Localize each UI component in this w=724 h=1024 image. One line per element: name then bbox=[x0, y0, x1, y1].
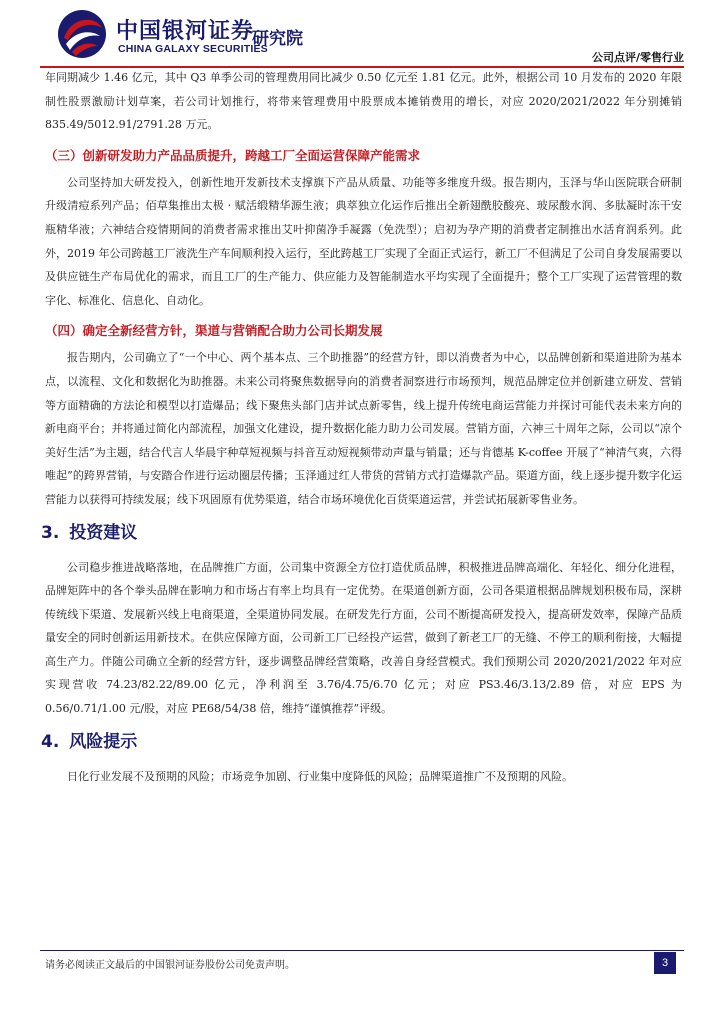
report-type-label: 公司点评/零售行业 bbox=[591, 51, 684, 64]
paragraph-investment: 公司稳步推进战略落地，在品牌推广方面，公司集中资源全方位打造优质品牌，积极推进品牌高端化、年轻化、细分化进程，品牌矩阵中的各个拳头品牌在影响力和市场占有率上均具有一定优势。在渠道创新方面，公司各渠道根据品牌规划积极布局，深耕传统线下渠道、发展新兴线上电商渠道，全渠道协同发展。在研发先行方面，公司不断提高研发投入，提高研发效率，保障产品质量安全的同时创新运用新技术。在供应保障方面，公司新工厂已经投产运营，做到了新老工厂的无缝、不停工的顺利衔接，大幅提高生产力。伴随公司确立全新的经营方针，逐步调整品牌经营策略，改善自身经营模式。我们预期公司 2020/2021/2022 年对应实现营收 74.23/82.22/89.00 亿元，净利润至 3.76/4.75/6.70 亿元；对应 PS3.46/3.13/2.89 倍，对应 EPS 为 0.56/0.71/1.00 元/股，对应 PE68/54/38 倍，维持“谨慎推荐”评级。 bbox=[45, 560, 682, 716]
paragraph-risk: 日化行业发展不及预期的风险；市场竞争加剧、行业集中度降低的风险；品牌渠道推广不及预期的风险。 bbox=[67, 769, 573, 783]
footer-divider bbox=[40, 950, 684, 951]
footer-disclaimer: 请务必阅读正文最后的中国银河证券股份公司免责声明。 bbox=[45, 960, 295, 971]
section-title-investment bbox=[41, 520, 682, 546]
section-title-risk bbox=[41, 729, 682, 755]
page-header bbox=[0, 0, 724, 68]
section-title-text: 投资建议 bbox=[69, 522, 138, 543]
section-number: 3. bbox=[41, 522, 60, 543]
subheading-rnd: （三）创新研发助力产品品质提升，跨越工厂全面运营保障产能需求 bbox=[45, 147, 421, 163]
paragraph-rnd: 公司坚持加大研发投入，创新性地开发新技术支撑旗下产品从质量、功能等多维度升级。报告期内，玉泽与华山医院联合研制升级清痘系列产品；佰草集推出太极 · 赋活缎精华源生液；典萃独立化运作后推出全新翅酰胶酸亮、玻尿酸水润、多肽凝时冻干安瓶精华液；六神结合疫情期间的消费者需求推出艾叶抑菌净手凝露（免洗型）；启初为孕产期的消费者定制推出水活育润系列。此外，2019 年公司跨越工厂液洗生产车间顺利投入运行，至此跨越工厂实现了全面正式运行，新工厂不但满足了公司自身发展需要以及供应链生产布局优化的需求，而且工厂的生产能力、供应能力及智能制造水平均实现了全面提升；整个工厂实现了运营管理的数字化、标准化、信息化、自动化。 bbox=[45, 175, 682, 307]
subheading-strategy: （四）确定全新经营方针，渠道与营销配合助力公司长期发展 bbox=[45, 323, 383, 339]
paragraph-strategy: 报告期内，公司确立了“一个中心、两个基本点、三个助推器”的经营方针，即以消费者为中心，以品牌创新和渠道进阶为基本点，以流程、文化和数据化为助推器。未来公司将聚焦数据导向的消费者洞察进行市场预判，规范品牌定位并创新建立研发、营销等方面精确的方法论和模型以打造爆品；线下聚焦头部门店并试点新零售，线上提升传统电商运营能力并探讨可能代表未来方向的新电商平台；并将通过简化内部流程，加强文化建设，提升数据化能力助力公司发展。营销方面，六神三十周年之际，公司以“凉个美好生活”为主题，结合代言人华晨宇种草短视频与抖音互动短视频带动声量与销量；还与肯德基 K-coffee 开展了“神清气爽，六得唯起”的跨界营销，与安踏合作进行运动圈层传播；玉泽通过红人带货的营销方式打造爆款产品。渠道方面，线上逐步提升数字化运营能力以获得可持续发展；线下巩固原有优势渠道，结合市场环境优化百货渠道运营，并尝试拓展新零售业务。 bbox=[45, 351, 682, 506]
institute-label: 研究院 bbox=[252, 29, 303, 49]
section-number: 4. bbox=[41, 731, 60, 752]
galaxy-logo-icon bbox=[56, 8, 108, 60]
brand-name-en: CHINA GALAXY SECURITIES bbox=[118, 43, 268, 55]
brand-name-cn: 中国银河证券 bbox=[116, 19, 255, 44]
paragraph-admin-expense: 年同期减少 1.46 亿元，其中 Q3 单季公司的管理费用同比减少 0.50 亿元至 1.81 亿元。此外，根据公司 10 月发布的 2020 年限制性股票激励计划草案，若公司计划推行，将带来管理费用中股票成本摊销费用的增长，对应 2020/2021/2022 年分别摊销 835.49/5012.91/2791.28 万元。 bbox=[45, 71, 682, 132]
section-title-text: 风险提示 bbox=[69, 731, 138, 752]
report-body bbox=[41, 66, 682, 788]
page-number: 3 bbox=[654, 952, 676, 974]
